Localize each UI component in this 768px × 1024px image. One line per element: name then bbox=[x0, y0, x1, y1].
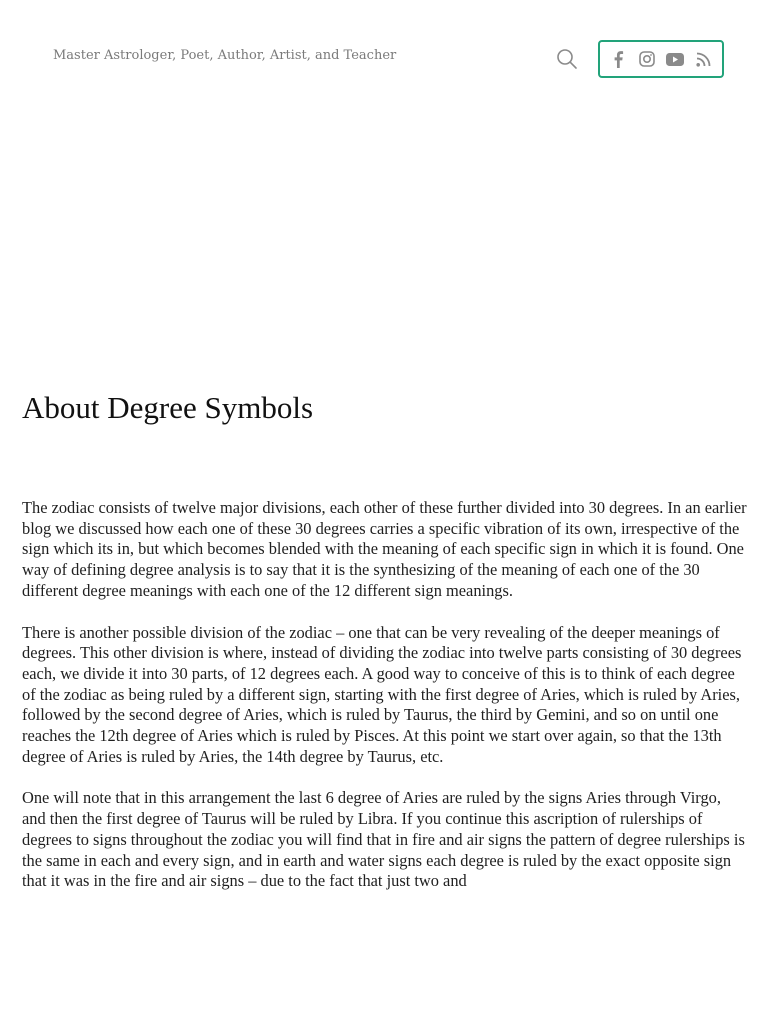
post-title: About Degree Symbols bbox=[22, 390, 314, 425]
social-links bbox=[598, 40, 724, 78]
rss-link[interactable] bbox=[694, 49, 714, 69]
search-icon bbox=[555, 47, 579, 71]
search-button[interactable] bbox=[555, 47, 579, 71]
youtube-link[interactable] bbox=[665, 49, 685, 69]
instagram-link[interactable] bbox=[637, 49, 657, 69]
rss-icon bbox=[696, 52, 711, 67]
post-content bbox=[22, 498, 748, 913]
facebook-icon bbox=[612, 51, 624, 68]
site-header bbox=[0, 0, 768, 116]
facebook-link[interactable] bbox=[608, 49, 628, 69]
post-paragraph: The zodiac consists of twelve major divisions, each other of these further divided into 30 degrees. In an earlier blog we discussed how each one of these 30 degrees carries a specific vibration of its own, irrespective of the sign which its in, but which becomes blended with the meaning of each specific sign in which it is found. One way of defining degree analysis is to say that it is the synthesizing of the meaning of each one of the 30 different degree meanings with each one of the 12 different sign meanings. bbox=[22, 498, 747, 600]
site-tagline: Master Astrologer, Poet, Author, Artist, and Teacher bbox=[53, 48, 397, 63]
post-paragraph: One will note that in this arrangement the last 6 degree of Aries are ruled by the signs Aries through Virgo, and then the first degree of Taurus will be ruled by Libra. If you continue this ascription of rulerships of degrees to signs throughout the zodiac you will find that in fire and air signs the pattern of degree rulerships is the same in each and every sign, and in earth and water signs each degree is ruled by the exact opposite sign that it was in the fire and air signs – due to the fact that just two and bbox=[22, 788, 745, 891]
youtube-icon bbox=[666, 53, 684, 66]
post-paragraph: There is another possible division of the zodiac – one that can be very revealing of the deeper meanings of degrees. This other division is where, instead of dividing the zodiac into twelve parts consisting of 30 degrees each, we divide it into 30 parts, of 12 degrees each. A good way to conceive of this is to think of each degree of the zodiac as being ruled by a different sign, starting with the first degree of Aries, which is ruled by Aries, followed by the second degree of Aries, which is ruled by Taurus, the third by Gemini, and so on until one reaches the 12th degree of Aries which is ruled by Pisces. At this point we start over again, so that the 13th degree of Aries is ruled by Aries, the 14th degree by Taurus, etc. bbox=[22, 622, 742, 766]
instagram-icon bbox=[639, 51, 655, 67]
